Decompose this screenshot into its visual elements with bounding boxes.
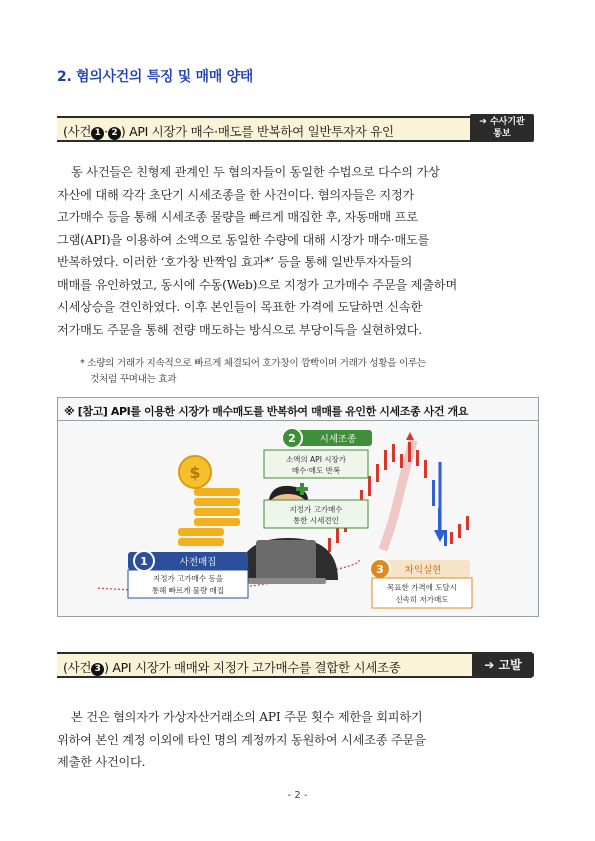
step1-desc-line2: 통해 빠르게 물량 매집 [151,586,225,595]
case-number-2: 2 [108,127,121,140]
step2-box1-line2: 매수·매도 반복 [291,466,341,475]
case3-header-text [63,658,401,676]
coin-stack-icon [178,456,240,546]
step3-desc-line1: 목표한 가격에 도달시 [387,583,457,592]
section-title: 2. 혐의사건의 특징 및 매매 양태 [57,69,254,85]
step3-title: 차익실현 [404,565,442,576]
step2-box2-line1: 지정가 고가매수 [289,505,343,514]
scheme-illustration [58,420,538,616]
case12-prefix: (사건 [63,124,92,139]
footnote-line: 것처럼 꾸며내는 효과 [90,374,177,385]
step2-box2-line2: 통한 시세견인 [293,516,339,525]
para1-line: 반복하였다. 이러한 ‘호가창 반짝임 효과*’ 등을 통해 일반투자자들의 [57,255,413,269]
step2-number: 2 [288,432,296,445]
step1-desc-line1: 지정가 고가매수 등을 [153,574,223,583]
step1-title: 사전매집 [179,557,217,568]
case12-paragraph [57,161,537,341]
case3-suffix: ) API 시장가 매매와 지정가 고가매수를 결합한 시세조종 [104,660,401,675]
step2-title: 시세조종 [319,434,357,445]
case-number-3: 3 [91,663,104,676]
badge-line2: 통보 [493,129,511,139]
case12-header-bar [57,116,532,142]
para1-line: 고가매수 등을 통해 시세조종 물량을 빠르게 매집한 후, 자동매매 프로 [57,210,418,224]
indictment-badge: ➔ 고발 [472,653,534,677]
step2-box1-line1: 소액의 API 시장가 [285,455,347,464]
para1-line: 자산에 대해 각각 초단기 시세조종을 한 사건이다. 혐의자들은 지정가 [57,187,415,202]
footnote [80,356,540,388]
para2-line: 제출한 사건이다. [57,755,146,769]
para1-line: 시세상승을 견인하였다. 이후 본인들이 목표한 가격에 도달하면 신속한 [57,300,423,314]
step1-number: 1 [140,555,148,568]
reference-box [57,397,539,617]
prosecution-referral-badge [470,114,534,142]
case12-header-text [63,122,394,140]
page-number: - 2 - [287,790,308,801]
para2-line: 위하여 본인 계정 이외에 타인 명의 계정까지 동원하여 시세조종 주문을 [57,732,426,747]
para1-line: 매매를 유인하였고, 동시에 수동(Web)으로 지정가 고가매수 주문을 제출하며 [57,277,458,292]
step3-desc-line2: 신속히 저가매도 [395,595,449,604]
case12-dot: · [104,124,108,139]
coin-symbol: $ [189,463,201,482]
case-number-1: 1 [91,127,104,140]
case3-paragraph [57,706,537,774]
case3-prefix: (사건 [63,660,92,675]
para1-line: 그램(API)을 이용하여 소액으로 동일한 수량에 대해 시장가 매수·매도를 [57,232,430,247]
para1-line: 동 사건들은 친형제 관계인 두 혐의자들이 동일한 수법으로 다수의 가상 [71,165,440,179]
case3-header-bar [57,652,532,678]
step3-number: 3 [376,563,384,576]
para2-line: 본 건은 혐의자가 가상자산거래소의 API 주문 횟수 제한을 회피하기 [71,710,423,724]
badge-line1: ➔ 수사기관 [479,117,525,127]
case12-suffix: ) API 시장가 매수·매도를 반복하여 일반투자자 유인 [120,124,394,139]
reference-title: ※ [참고] API를 이용한 시장가 매수매도를 반복하여 매매를 유인한 시세조종 사건 개요 [64,405,468,418]
para1-line: 저가매도 주문을 통해 전량 매도하는 방식으로 부당이득을 실현하였다. [57,322,423,337]
footnote-line: * 소량의 거래가 지속적으로 빠르게 체결되어 호가창이 깜빡이며 거래가 성황을 이루는 [80,358,426,369]
